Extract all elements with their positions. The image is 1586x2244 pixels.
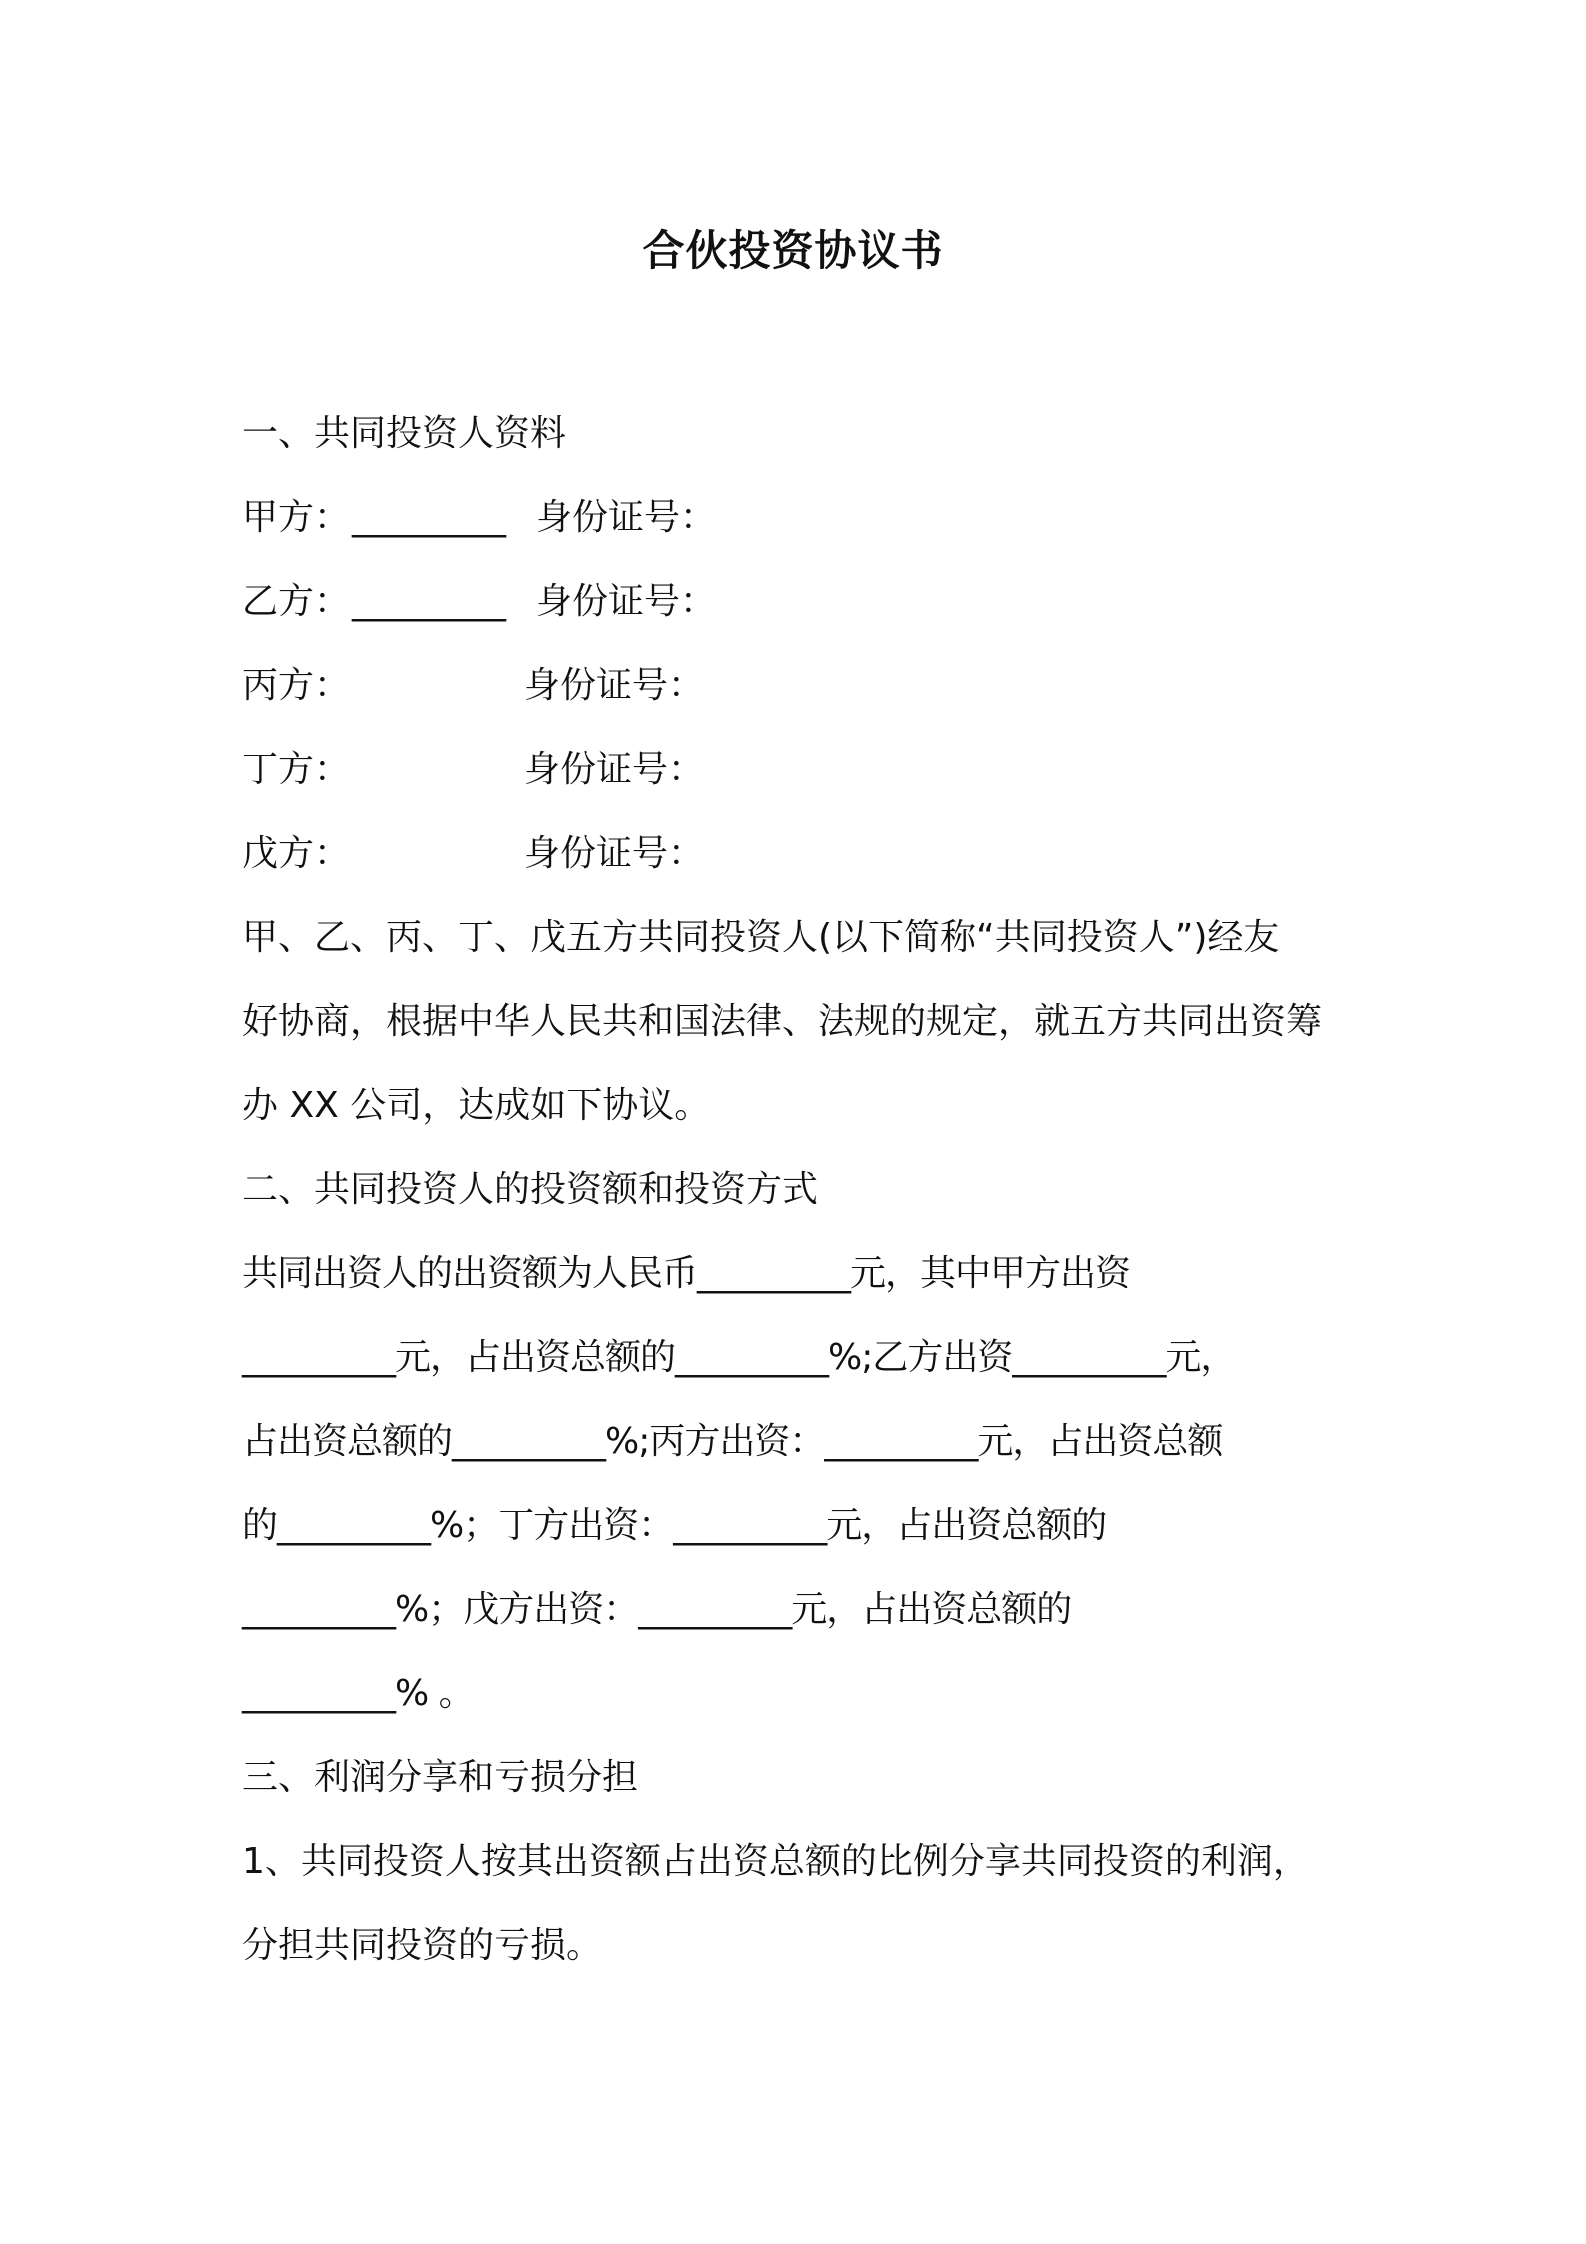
- party-row-e: [242, 832, 704, 876]
- name-blank: _________: [352, 581, 505, 622]
- party-label: 戊方：: [242, 833, 351, 874]
- party-label: 丙方：: [242, 665, 351, 706]
- investment-line: 共同出资人的出资额为人民币_________元，其中甲方出资: [242, 1253, 1131, 1294]
- paragraph-line: 好协商，根据中华人民共和国法律、法规的规定，就五方共同出资筹: [242, 1001, 1323, 1042]
- party-label: 丁方：: [242, 749, 351, 790]
- id-label: 身份证号：: [524, 665, 705, 706]
- id-label: 身份证号：: [536, 497, 717, 538]
- document-title: 合伙投资协议书: [642, 226, 944, 275]
- party-row-d: [242, 748, 704, 792]
- id-label: 身份证号：: [524, 749, 705, 790]
- id-label: 身份证号：: [536, 581, 717, 622]
- investment-line: _________元，占出资总额的_________%;乙方出资_________元，: [242, 1337, 1236, 1378]
- paragraph-line: 办 XX 公司，达成如下协议。: [242, 1085, 711, 1126]
- id-label: 身份证号：: [524, 833, 705, 874]
- party-label: 甲方：: [242, 497, 351, 538]
- investment-line: _________%；戊方出资：_________元，占出资总额的: [242, 1589, 1072, 1630]
- section-heading-profit: 三、利润分享和亏损分担: [242, 1757, 639, 1798]
- party-row-b: [242, 580, 716, 624]
- party-row-c: [242, 664, 704, 708]
- profit-line: 1、共同投资人按其出资额占出资总额的比例分享共同投资的利润，: [242, 1841, 1309, 1882]
- investment-line: 的_________%；丁方出资：_________元，占出资总额的: [242, 1505, 1107, 1546]
- section-heading-investors: 一、共同投资人资料: [242, 413, 567, 454]
- party-label: 乙方：: [242, 581, 351, 622]
- section-heading-investment: 二、共同投资人的投资额和投资方式: [242, 1169, 819, 1210]
- investment-line: _________% 。: [242, 1673, 474, 1714]
- party-row-a: [242, 496, 716, 540]
- investment-line: 占出资总额的_________%;丙方出资：_________元，占出资总额: [242, 1421, 1223, 1462]
- name-blank: _________: [352, 497, 505, 538]
- paragraph-line: 甲、乙、丙、丁、戊五方共同投资人(以下简称“共同投资人”)经友: [242, 917, 1280, 958]
- profit-line: 分担共同投资的亏损。: [242, 1925, 603, 1966]
